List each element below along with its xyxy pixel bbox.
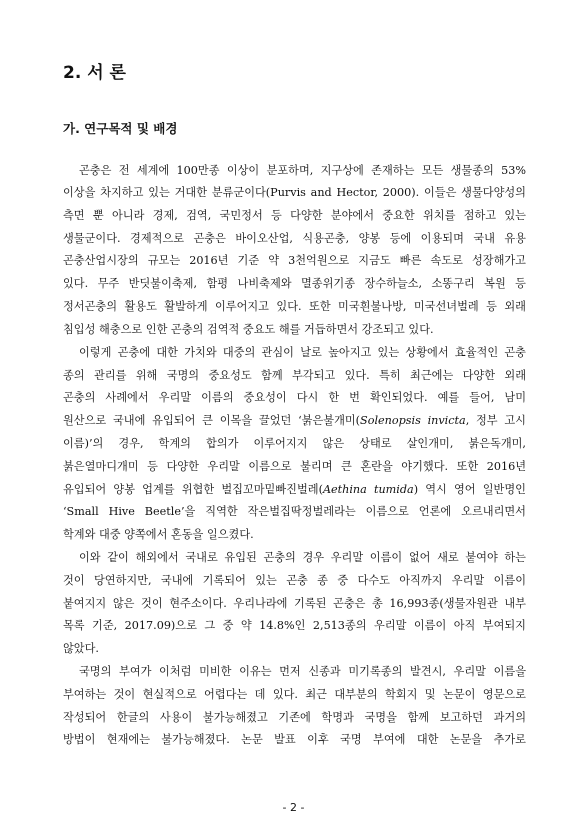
paragraph-line: 측면 뿐 아니라 경제, 검역, 국민정서 등 다양한 분야에서 중요한 위치를 점하고 있는: [63, 209, 526, 222]
paragraph-line: 방법이 현재에는 불가능해졌다. 논문 발표 이후 국명 부여에 대한 논문을 추가로: [63, 733, 526, 746]
paragraph-line: 붙여지지 않은 것이 현주소이다. 우리나라에 기록된 곤충은 총 16,993종(생물자원관 내부: [63, 597, 526, 610]
paragraph-line: 붉은열마디개미 등 다양한 우리말 이름으로 불리며 큰 혼란을 야기했다. 또한 2016년: [63, 460, 526, 473]
scientific-name: Aethina tumida: [322, 483, 414, 496]
paragraph-line: 정서곤충의 활용도 활발하게 이루어지고 있다. 또한 미국흰불나방, 미국선녀벌레 등 외래: [63, 300, 526, 313]
scientific-name: Solenopsis invicta: [360, 414, 466, 427]
section-title: 가. 연구목적 및 배경: [63, 121, 178, 136]
paragraph-line: 목록 기준, 2017.09)으로 그 중 약 14.8%인 2,513종의 우리말 이름이 아직 부여되지: [63, 619, 526, 632]
paragraph-line: 원산으로 국내에 유입되어 큰 이목을 끌었던 ‘붉은불개미(Solenopsis invicta, 정부 고시: [63, 414, 526, 427]
paragraph-line: 작성되어 한글의 사용이 불가능해졌고 기존에 학명과 국명을 함께 보고하던 과거의: [63, 711, 526, 724]
paragraph-line: 것이 당연하지만, 국내에 기록되어 있는 곤충 종 중 다수도 아직까지 우리말 이름이: [63, 574, 526, 587]
paragraph-line: 침입성 해충으로 인한 곤충의 검역적 중요도 해를 거듭하면서 강조되고 있다.: [63, 323, 434, 336]
paragraph-line: 않았다.: [63, 642, 99, 655]
paragraph-line: 이상을 차지하고 있는 거대한 분류군이다(Purvis and Hector, 2000). 이들은 생물다양성의: [63, 186, 526, 199]
paragraph-line: ‘Small Hive Beetle’을 직역한 작은벌집딱정벌레라는 이름으로 언론에 오르내리면서: [63, 505, 526, 518]
paragraph-line: 생물군이다. 경제적으로 곤충은 바이오산업, 식용곤충, 양봉 등에 이용되며 국내 유용: [63, 232, 526, 245]
paragraph-line: 국명의 부여가 이처럼 미비한 이유는 먼저 신종과 미기록종의 발견시, 우리말 이름을: [79, 665, 526, 678]
paragraph-line: 종의 관리를 위해 국명의 중요성도 함께 부각되고 있다. 특히 최근에는 다양한 외래: [63, 369, 526, 382]
paragraph-line: 이름)’의 경우, 학계의 합의가 이루어지지 않은 상태로 살인개미, 붉은독개미,: [63, 437, 526, 450]
paragraph-line: 곤충의 사례에서 우리말 이름의 중요성이 다시 한 번 확인되었다. 예를 들어, 남미: [63, 391, 526, 404]
paragraph-line: 학계와 대중 양쪽에서 혼동을 일으켰다.: [63, 528, 254, 541]
paragraph-line: 이와 같이 해외에서 국내로 유입된 곤충의 경우 우리말 이름이 없어 새로 붙여야 하는: [79, 551, 526, 564]
paragraph-line: 부여하는 것이 현실적으로 어렵다는 데 있다. 최근 대부분의 학회지 및 논문이 영문으로: [63, 688, 526, 701]
paragraph-line: 있다. 무주 반딧불이축제, 함평 나비축제와 멸종위기종 장수하늘소, 소똥구리 복원 등: [63, 277, 526, 290]
chapter-title: 2. 서 론: [63, 63, 126, 83]
paragraph-line: 곤충은 전 세계에 100만종 이상이 분포하며, 지구상에 존재하는 모든 생물종의 53%: [79, 164, 526, 177]
paragraph-line: 곤충산업시장의 규모는 2016년 기준 약 3천억원으로 지금도 빠른 속도로 성장해가고: [63, 254, 526, 267]
paragraph-line: 이렇게 곤충에 대한 가치와 대중의 관심이 날로 높아지고 있는 상황에서 효율적인 곤충: [79, 346, 526, 359]
paragraph-line: 유입되어 양봉 업계를 위협한 벌집꼬마밑빠진벌레(Aethina tumida) 역시 영어 일반명인: [63, 483, 526, 496]
page-number: - 2 -: [282, 801, 305, 814]
